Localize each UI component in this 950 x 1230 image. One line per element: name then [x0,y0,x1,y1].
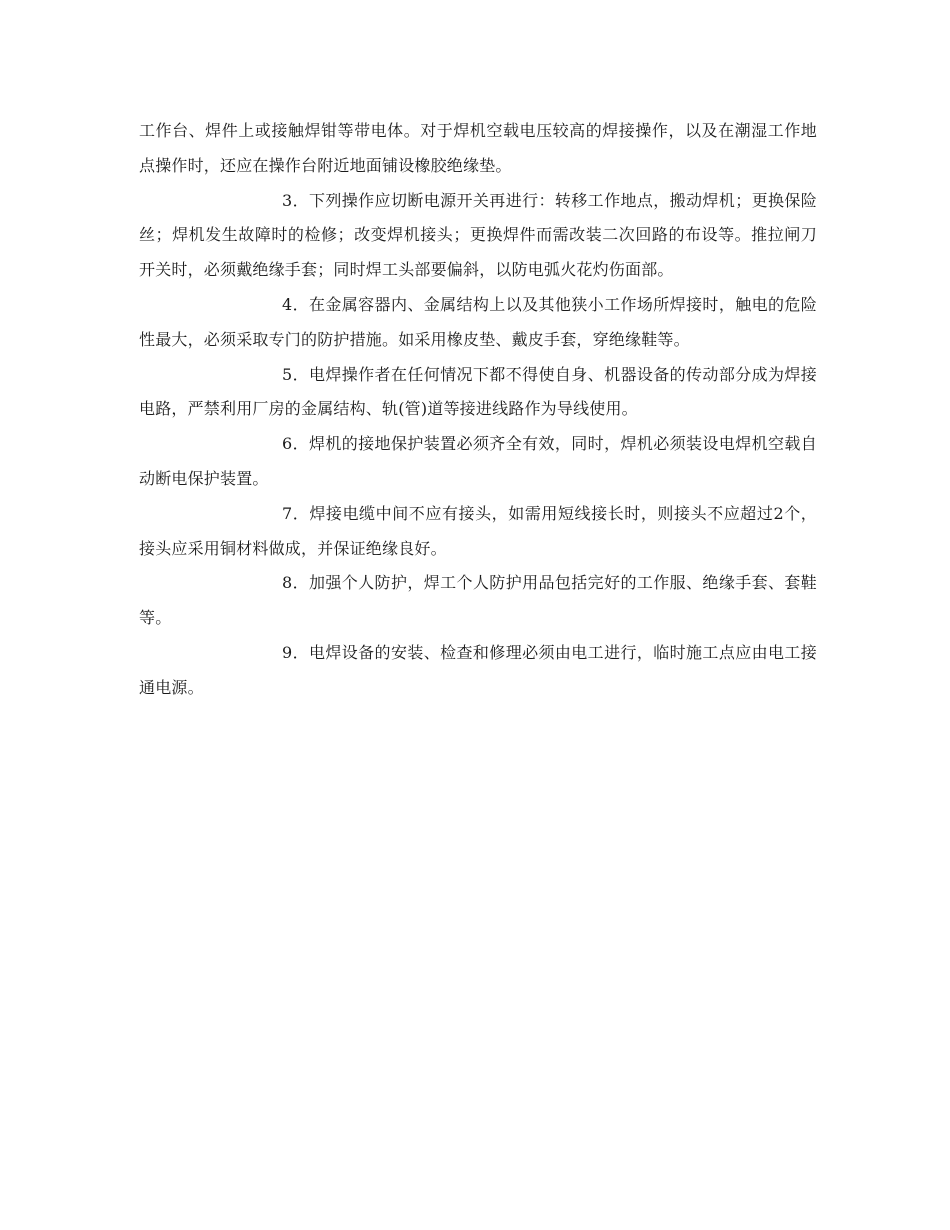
document-body [139,114,817,706]
paragraph-item-7: 7．焊接电缆中间不应有接头，如需用短线接长时，则接头不应超过2个，接头应采用铜材料做成，并保证绝缘良好。 [139,503,817,558]
paragraph-item-3: 3．下列操作应切断电源开关再进行：转移工作地点，搬动焊机；更换保险丝；焊机发生故障时的检修；改变焊机接头；更换焊件而需改装二次回路的布设等。推拉闸刀开关时，必须戴绝缘手套；同时焊工头部要偏斜，以防电弧火花灼伤面部。 [139,190,817,280]
paragraph-item-4: 4．在金属容器内、金属结构上以及其他狭小工作场所焊接时，触电的危险性最大，必须采取专门的防护措施。如采用橡皮垫、戴皮手套，穿绝缘鞋等。 [139,294,817,349]
paragraph-item-8: 8．加强个人防护，焊工个人防护用品包括完好的工作服、绝缘手套、套鞋等。 [139,573,817,628]
paragraph-continuation: 工作台、焊件上或接触焊钳等带电体。对于焊机空载电压较高的焊接操作，以及在潮湿工作地点操作时，还应在操作台附近地面铺设橡胶绝缘垫。 [139,121,817,175]
paragraph-item-9: 9．电焊设备的安装、检查和修理必须由电工进行，临时施工点应由电工接通电源。 [139,642,817,697]
paragraph-item-6: 6．焊机的接地保护装置必须齐全有效，同时，焊机必须装设电焊机空载自动断电保护装置。 [139,434,817,488]
paragraph-item-5: 5．电焊操作者在任何情况下都不得使自身、机器设备的传动部分成为焊接电路，严禁利用厂房的金属结构、轨(管)道等接进线路作为导线使用。 [139,364,817,419]
